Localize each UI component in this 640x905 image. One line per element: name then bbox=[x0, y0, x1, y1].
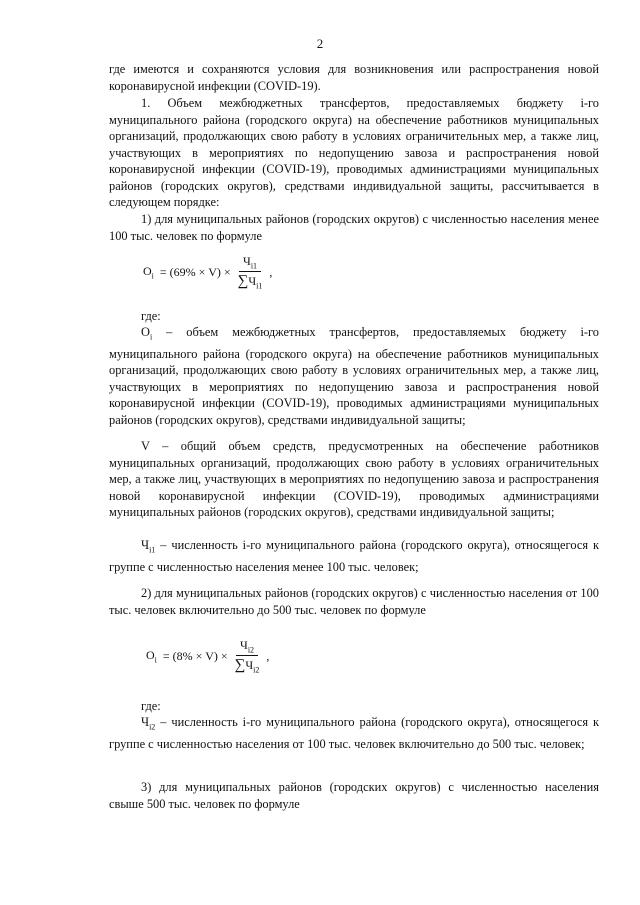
definition-chi2: $Ч_{i2}$ – численность i-го муниципального района (городского округа), относящегося к группе с численностью населения от 100 тыс. человек включительно до 500 тыс. человек; bbox=[109, 715, 599, 751]
formula-2-lhs: $O_i$ bbox=[146, 648, 157, 665]
formula-2 bbox=[146, 638, 269, 675]
definition-v: V – общий объем средств, предусмотренных на обеспечение работников муниципальных организаций, продолжающих свою работу в условиях ограничительных мер, а также лиц, участвующих в мероприятиях по недопущению завоза и распространения новой коронавирусной инфекции (COVID-19), проводимых администрациями муниципальных районов (городских округов), средствами индивидуальной защиты; bbox=[109, 439, 599, 519]
definition-oi: $O_i$ – объем межбюджетных трансфертов, предоставляемых бюджету i-го муниципального района (городского округа) на обеспечение работников муниципальных организаций, продолжающих свою работу в условиях ограничительных мер, а также лиц, участвующих в мероприятиях по недопущению завоза и распространения новой коронавирусной инфекции (COVID-19), проводимых администрациями муниципальных районов (городских округов), средствами индивидуальной защиты; bbox=[109, 325, 599, 427]
formula-1 bbox=[143, 254, 272, 291]
paragraph-item-1: 1. Объем межбюджетных трансфертов, предоставляемых бюджету i-го муниципального района (городского округа) на обеспечение работников муниципальных организаций, продолжающих свою работу в условиях ограничительных мер, а также лиц, участвующих в мероприятиях по недопущению завоза и распространения новой коронавирусной инфекции (COVID-19), проводимых администрациями муниципальных районов (городских округов), средствами индивидуальной защиты, рассчитывается в следующем порядке: bbox=[109, 96, 599, 209]
formula-1-denominator: $\sum Ч_{i1}$ bbox=[237, 273, 263, 291]
formula-1-numerator: $Ч_{i1}$ bbox=[239, 254, 261, 272]
formula-1-expression: = (69% × V) × bbox=[159, 264, 231, 279]
paragraph-case-1: 1) для муниципальных районов (городских округов) с численностью населения менее 100 тыс. человек по формуле bbox=[109, 212, 599, 243]
formula-2-tail: , bbox=[266, 648, 270, 663]
formula-2-expression: = (8% × V) × bbox=[162, 648, 228, 663]
formula-2-fraction bbox=[231, 638, 264, 675]
paragraph-continuation: где имеются и сохраняются условия для возникновения или распространения новой коронавирусной инфекции (COVID-19). bbox=[109, 62, 599, 93]
page-number: 2 bbox=[316, 36, 324, 51]
formula-2-denominator: $\sum Ч_{i2}$ bbox=[234, 657, 260, 675]
formula-1-lhs: $O_i$ bbox=[143, 264, 154, 281]
formula-1-tail: , bbox=[269, 264, 273, 279]
where-label-2: где: bbox=[141, 699, 161, 713]
paragraph-case-3: 3) для муниципальных районов (городских округов) с численностью населения свыше 500 тыс. человек по формуле bbox=[109, 780, 599, 811]
formula-1-fraction bbox=[234, 254, 267, 291]
paragraph-case-2: 2) для муниципальных районов (городских округов) с численностью населения от 100 тыс. человек включительно до 500 тыс. человек по формуле bbox=[109, 586, 599, 617]
where-label-1: где: bbox=[141, 309, 161, 323]
definition-chi1: $Ч_{i1}$ – численность i-го муниципального района (городского округа), относящегося к группе с численностью населения менее 100 тыс. человек; bbox=[109, 538, 599, 574]
formula-2-numerator: $Ч_{i2}$ bbox=[236, 638, 258, 656]
